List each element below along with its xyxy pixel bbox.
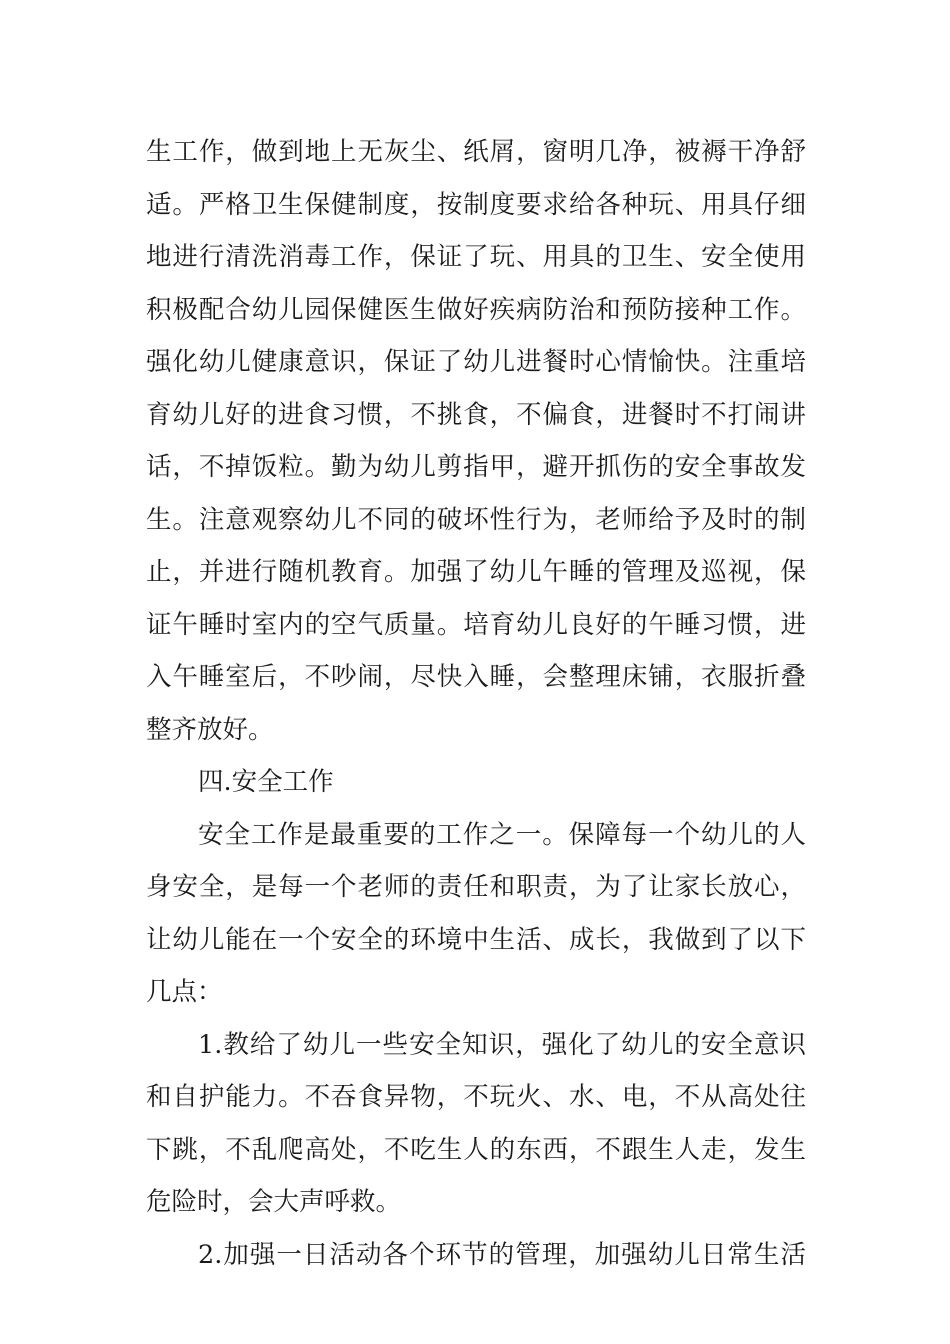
text-line: 育幼儿好的进食习惯，不挑食，不偏食，进餐时不打闹讲 [146,399,806,430]
text-line: 整齐放好。 [146,714,274,745]
text-line: 几点： [146,977,223,1007]
document-body [146,126,806,1281]
text-line: 让幼儿能在一个安全的环境中生活、成长，我做到了以下 [146,924,806,955]
text-line: 生。注意观察幼儿不同的破坏性行为，老师给予及时的制 [146,504,806,535]
text-line: 危险时，会大声呼救。 [146,1187,402,1217]
text-line: 和自护能力。不吞食异物，不玩火、水、电，不从高处往 [146,1082,806,1112]
paragraph-health-care [146,126,806,756]
paragraph-safety-point-1 [146,1019,806,1229]
section-heading: 四.安全工作 [198,767,334,797]
text-line: 下跳，不乱爬高处，不吃生人的东西，不跟生人走，发生 [146,1134,806,1165]
text-line: 止，并进行随机教育。加强了幼儿午睡的管理及巡视，保 [146,557,806,587]
text-line: 地进行清洗消毒工作，保证了玩、用具的卫生、安全使用 [146,242,806,272]
text-line: 安全工作是最重要的工作之一。保障每一个幼儿的人 [198,819,806,850]
text-line: 适。严格卫生保健制度，按制度要求给各种玩、用具仔细 [146,189,806,220]
text-line: 身安全，是每一个老师的责任和职责，为了让家长放心， [146,872,806,902]
text-line: 1.教给了幼儿一些安全知识，强化了幼儿的安全意识 [198,1029,806,1060]
paragraph-safety-intro [146,809,806,1019]
text-line: 证午睡时室内的空气质量。培育幼儿良好的午睡习惯，进 [146,609,806,640]
text-line: 生工作，做到地上无灰尘、纸屑，窗明几净，被褥干净舒 [146,137,806,167]
paragraph-safety-point-2 [146,1229,806,1282]
text-line: 话，不掉饭粒。勤为幼儿剪指甲，避开抓伤的安全事故发 [146,452,806,482]
text-line: 2.加强一日活动各个环节的管理，加强幼儿日常生活 [198,1239,806,1270]
text-line: 强化幼儿健康意识，保证了幼儿进餐时心情愉快。注重培 [146,347,806,377]
text-line: 积极配合幼儿园保健医生做好疾病防治和预防接种工作。 [146,294,806,325]
text-line: 入午睡室后，不吵闹，尽快入睡，会整理床铺，衣服折叠 [146,662,806,692]
